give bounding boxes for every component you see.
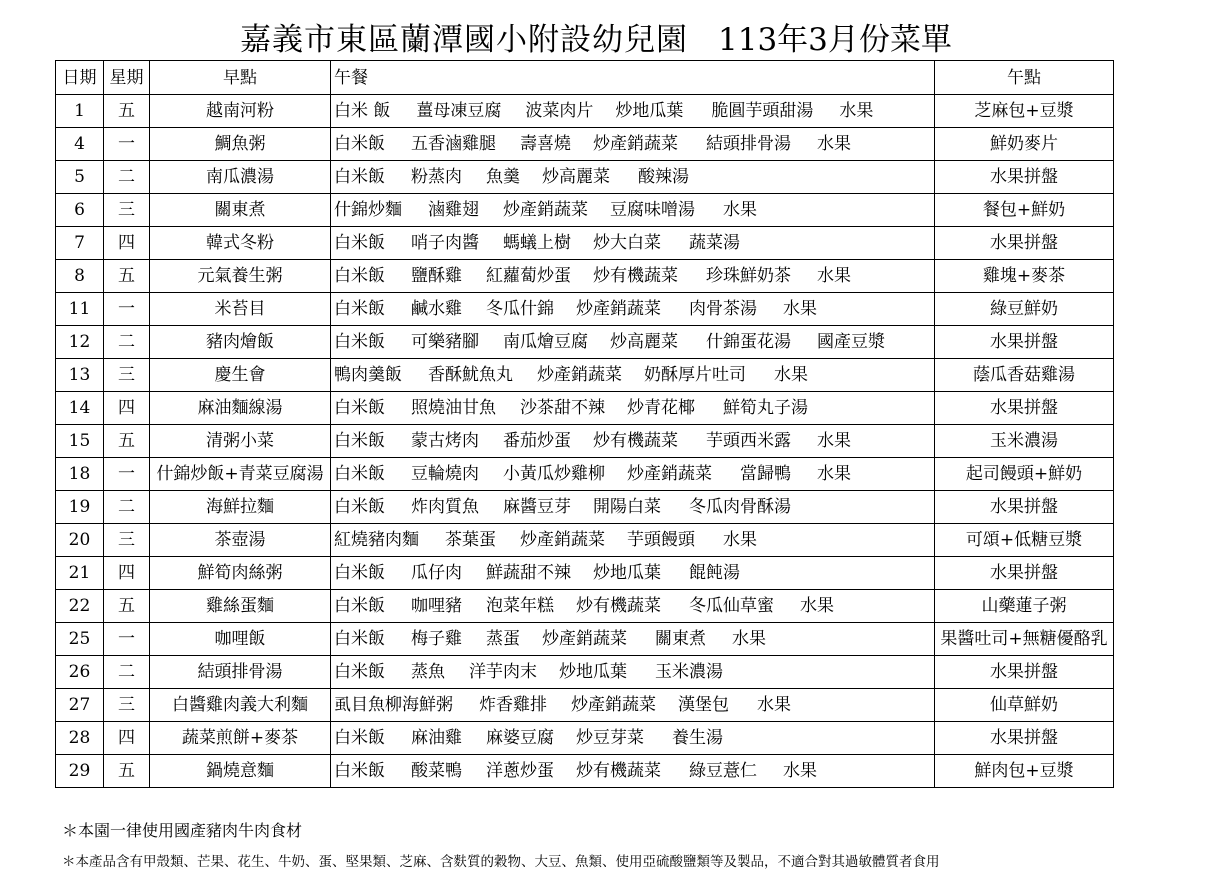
breakfast-cell: 慶生會 (150, 359, 331, 392)
lunch-cell (331, 392, 935, 425)
weekday-cell: 五 (104, 755, 150, 788)
lunch-cell (331, 194, 935, 227)
lunch-dish: 白米飯 (334, 497, 385, 517)
lunch-dish: 水果 (817, 431, 851, 451)
lunch-dish: 番茄炒蛋 (503, 431, 571, 451)
lunch-dish: 炸肉質魚 (411, 497, 479, 517)
breakfast-cell: 鯛魚粥 (150, 128, 331, 161)
day-cell: 6 (56, 194, 104, 227)
table-row (56, 524, 1114, 557)
weekday-cell: 四 (104, 392, 150, 425)
lunch-dish: 綠豆薏仁 (689, 761, 757, 781)
snack-cell: 芝麻包+豆漿 (935, 95, 1114, 128)
weekday-cell: 一 (104, 128, 150, 161)
lunch-cell (331, 128, 935, 161)
lunch-dish: 炒有機蔬菜 (593, 266, 678, 286)
breakfast-cell: 關東煮 (150, 194, 331, 227)
lunch-dish: 白米飯 (334, 134, 385, 154)
lunch-dish: 結頭排骨湯 (706, 134, 791, 154)
header-snack: 午點 (935, 61, 1114, 95)
lunch-dish: 炸香雞排 (479, 695, 547, 715)
lunch-dish: 蒸魚 (411, 662, 445, 682)
lunch-cell (331, 260, 935, 293)
weekday-cell: 一 (104, 293, 150, 326)
lunch-dish: 水果 (774, 365, 808, 385)
lunch-dish: 白米飯 (334, 398, 385, 418)
snack-cell: 綠豆鮮奶 (935, 293, 1114, 326)
lunch-dish: 冬瓜什錦 (486, 299, 554, 319)
lunch-dish: 白米飯 (334, 563, 385, 583)
lunch-dish: 白米飯 (334, 332, 385, 352)
table-row (56, 95, 1114, 128)
lunch-dish: 什錦蛋花湯 (706, 332, 791, 352)
lunch-dish: 鴨肉羹飯 (334, 365, 402, 385)
snack-cell: 水果拼盤 (935, 557, 1114, 590)
lunch-cell (331, 755, 935, 788)
breakfast-cell: 豬肉燴飯 (150, 326, 331, 359)
breakfast-cell: 米苔目 (150, 293, 331, 326)
lunch-dish: 白米飯 (334, 629, 385, 649)
day-cell: 4 (56, 128, 104, 161)
lunch-dish: 茶葉蛋 (445, 530, 496, 550)
lunch-cell (331, 425, 935, 458)
lunch-dish: 什錦炒麵 (334, 200, 402, 220)
breakfast-cell: 海鮮拉麵 (150, 491, 331, 524)
table-row (56, 557, 1114, 590)
lunch-dish: 白米飯 (334, 431, 385, 451)
snack-cell: 水果拼盤 (935, 326, 1114, 359)
header-breakfast: 早點 (150, 61, 331, 95)
lunch-dish: 沙茶甜不辣 (520, 398, 605, 418)
breakfast-cell: 麻油麵線湯 (150, 392, 331, 425)
lunch-dish: 鮮筍丸子湯 (723, 398, 808, 418)
header-day: 日期 (56, 61, 104, 95)
table-row (56, 491, 1114, 524)
day-cell: 18 (56, 458, 104, 491)
lunch-dish: 瓜仔肉 (411, 563, 462, 583)
snack-cell: 鮮肉包+豆漿 (935, 755, 1114, 788)
snack-cell: 仙草鮮奶 (935, 689, 1114, 722)
snack-cell: 水果拼盤 (935, 392, 1114, 425)
menu-body (56, 95, 1114, 788)
lunch-dish: 當歸鴨 (740, 464, 791, 484)
lunch-dish: 炒有機蔬菜 (576, 761, 661, 781)
lunch-dish: 國產豆漿 (817, 332, 885, 352)
table-row (56, 425, 1114, 458)
lunch-dish: 芋頭饅頭 (627, 530, 695, 550)
lunch-dish: 鹹水雞 (411, 299, 462, 319)
day-cell: 26 (56, 656, 104, 689)
lunch-dish: 薑母凍豆腐 (416, 101, 502, 121)
lunch-dish: 可樂豬腳 (411, 332, 479, 352)
lunch-dish: 麻醬豆芽 (503, 497, 571, 517)
breakfast-cell: 咖哩飯 (150, 623, 331, 656)
lunch-dish: 虱目魚柳海鮮粥 (334, 695, 453, 715)
lunch-dish: 洋芋肉末 (469, 662, 537, 682)
weekday-cell: 三 (104, 194, 150, 227)
day-cell: 1 (56, 95, 104, 128)
header-weekday: 星期 (104, 61, 150, 95)
weekday-cell: 五 (104, 260, 150, 293)
weekday-cell: 二 (104, 656, 150, 689)
breakfast-cell: 茶壺湯 (150, 524, 331, 557)
table-row (56, 392, 1114, 425)
snack-cell: 水果拼盤 (935, 227, 1114, 260)
lunch-dish: 炒產銷蔬菜 (576, 299, 661, 319)
lunch-dish: 螞蟻上樹 (503, 233, 571, 253)
header-row (56, 61, 1114, 95)
lunch-dish: 水果 (757, 695, 791, 715)
table-row (56, 656, 1114, 689)
lunch-dish: 蒸蛋 (486, 629, 520, 649)
day-cell: 15 (56, 425, 104, 458)
day-cell: 27 (56, 689, 104, 722)
weekday-cell: 二 (104, 161, 150, 194)
lunch-dish: 白米飯 (334, 233, 385, 253)
lunch-dish: 水果 (723, 530, 757, 550)
lunch-cell (331, 491, 935, 524)
allergen-note: ＊本產品含有甲殼類、芒果、花生、牛奶、蛋、堅果類、芝麻、含麩質的穀物、大豆、魚類、使用亞硫酸鹽類等及製品，不適合對其過敏體質者食用 (62, 854, 940, 870)
breakfast-cell: 蔬菜煎餅+麥茶 (150, 722, 331, 755)
weekday-cell: 四 (104, 557, 150, 590)
lunch-dish: 炒地瓜葉 (593, 563, 661, 583)
lunch-dish: 鮮蔬甜不辣 (486, 563, 571, 583)
lunch-dish: 豆輪燒肉 (411, 464, 479, 484)
lunch-dish: 奶酥厚片吐司 (644, 365, 746, 385)
snack-cell: 山藥蓮子粥 (935, 590, 1114, 623)
lunch-cell (331, 95, 935, 128)
snack-cell: 水果拼盤 (935, 656, 1114, 689)
weekday-cell: 二 (104, 491, 150, 524)
table-row (56, 590, 1114, 623)
day-cell: 19 (56, 491, 104, 524)
lunch-dish: 冬瓜肉骨酥湯 (689, 497, 791, 517)
lunch-dish: 水果 (783, 761, 817, 781)
lunch-dish: 粉蒸肉 (411, 167, 462, 187)
lunch-dish: 泡菜年糕 (486, 596, 554, 616)
lunch-dish: 炒高麗菜 (610, 332, 678, 352)
table-row (56, 458, 1114, 491)
weekday-cell: 三 (104, 359, 150, 392)
lunch-dish: 炒地瓜葉 (615, 101, 684, 121)
weekday-cell: 五 (104, 425, 150, 458)
day-cell: 5 (56, 161, 104, 194)
lunch-cell (331, 590, 935, 623)
table-row (56, 359, 1114, 392)
day-cell: 12 (56, 326, 104, 359)
menu-table (55, 60, 1114, 788)
lunch-dish: 紅蘿蔔炒蛋 (486, 266, 571, 286)
lunch-dish: 白米飯 (334, 266, 385, 286)
day-cell: 25 (56, 623, 104, 656)
lunch-dish: 漢堡包 (678, 695, 729, 715)
lunch-cell (331, 623, 935, 656)
lunch-dish: 炒地瓜葉 (559, 662, 627, 682)
table-row (56, 326, 1114, 359)
lunch-dish: 關東煮 (655, 629, 706, 649)
snack-cell: 蔭瓜香菇雞湯 (935, 359, 1114, 392)
lunch-dish: 酸辣湯 (638, 167, 689, 187)
breakfast-cell: 結頭排骨湯 (150, 656, 331, 689)
lunch-dish: 酸菜鴨 (411, 761, 462, 781)
weekday-cell: 二 (104, 326, 150, 359)
lunch-dish: 白米飯 (334, 299, 385, 319)
lunch-dish: 炒有機蔬菜 (576, 596, 661, 616)
lunch-dish: 炒產銷蔬菜 (503, 200, 588, 220)
weekday-cell: 四 (104, 227, 150, 260)
snack-cell: 餐包+鮮奶 (935, 194, 1114, 227)
lunch-dish: 炒產銷蔬菜 (537, 365, 622, 385)
breakfast-cell: 越南河粉 (150, 95, 331, 128)
menu-month: 113年3月份菜單 (718, 22, 952, 58)
lunch-dish: 魚羹 (486, 167, 520, 187)
lunch-dish: 白米飯 (334, 596, 385, 616)
weekday-cell: 五 (104, 95, 150, 128)
lunch-dish: 水果 (783, 299, 817, 319)
menu-title (0, 18, 1211, 62)
lunch-dish: 水果 (817, 134, 851, 154)
day-cell: 20 (56, 524, 104, 557)
breakfast-cell: 元氣養生粥 (150, 260, 331, 293)
lunch-dish: 鹽酥雞 (411, 266, 462, 286)
table-row (56, 260, 1114, 293)
breakfast-cell: 白醬雞肉義大利麵 (150, 689, 331, 722)
table-row (56, 722, 1114, 755)
snack-cell: 玉米濃湯 (935, 425, 1114, 458)
snack-cell: 可頌+低糖豆漿 (935, 524, 1114, 557)
lunch-dish: 水果 (723, 200, 757, 220)
lunch-dish: 玉米濃湯 (655, 662, 723, 682)
day-cell: 7 (56, 227, 104, 260)
lunch-dish: 五香滷雞腿 (411, 134, 496, 154)
day-cell: 8 (56, 260, 104, 293)
breakfast-cell: 清粥小菜 (150, 425, 331, 458)
lunch-dish: 白米飯 (334, 728, 385, 748)
lunch-dish: 炒產銷蔬菜 (542, 629, 627, 649)
snack-cell: 起司饅頭+鮮奶 (935, 458, 1114, 491)
lunch-cell (331, 161, 935, 194)
table-row (56, 161, 1114, 194)
lunch-dish: 水果 (839, 101, 874, 121)
lunch-dish: 脆圓芋頭甜湯 (711, 101, 814, 121)
lunch-dish: 炒大白菜 (593, 233, 661, 253)
weekday-cell: 五 (104, 590, 150, 623)
header-lunch: 午餐 (331, 61, 935, 95)
lunch-dish: 水果 (817, 266, 851, 286)
day-cell: 14 (56, 392, 104, 425)
pork-beef-note: ＊本園一律使用國產豬肉牛肉食材 (62, 821, 303, 840)
lunch-dish: 炒產銷蔬菜 (627, 464, 712, 484)
day-cell: 28 (56, 722, 104, 755)
lunch-dish: 珍珠鮮奶茶 (706, 266, 791, 286)
lunch-cell (331, 656, 935, 689)
weekday-cell: 四 (104, 722, 150, 755)
lunch-dish: 麻婆豆腐 (486, 728, 554, 748)
table-row (56, 755, 1114, 788)
lunch-dish: 養生湯 (672, 728, 723, 748)
lunch-dish: 白米飯 (334, 662, 385, 682)
breakfast-cell: 什錦炒飯+青菜豆腐湯 (150, 458, 331, 491)
snack-cell: 水果拼盤 (935, 161, 1114, 194)
lunch-dish: 水果 (732, 629, 766, 649)
weekday-cell: 三 (104, 524, 150, 557)
lunch-dish: 炒產銷蔬菜 (520, 530, 605, 550)
day-cell: 22 (56, 590, 104, 623)
lunch-cell (331, 722, 935, 755)
lunch-dish: 炒產銷蔬菜 (593, 134, 678, 154)
lunch-cell (331, 524, 935, 557)
school-name: 嘉義市東區蘭潭國小附設幼兒園 (240, 22, 688, 58)
breakfast-cell: 雞絲蛋麵 (150, 590, 331, 623)
weekday-cell: 一 (104, 623, 150, 656)
lunch-dish: 咖哩豬 (411, 596, 462, 616)
lunch-dish: 豆腐味噌湯 (610, 200, 695, 220)
lunch-dish: 香酥魷魚丸 (428, 365, 513, 385)
table-row (56, 623, 1114, 656)
lunch-dish: 波菜肉片 (525, 101, 594, 121)
day-cell: 13 (56, 359, 104, 392)
lunch-cell (331, 326, 935, 359)
snack-cell: 水果拼盤 (935, 491, 1114, 524)
lunch-dish: 蒙古烤肉 (411, 431, 479, 451)
lunch-dish: 開陽白菜 (593, 497, 661, 517)
lunch-dish: 餛飩湯 (689, 563, 740, 583)
day-cell: 29 (56, 755, 104, 788)
day-cell: 21 (56, 557, 104, 590)
lunch-dish: 芋頭西米露 (706, 431, 791, 451)
lunch-cell (331, 227, 935, 260)
lunch-cell (331, 293, 935, 326)
lunch-dish: 白米飯 (334, 167, 385, 187)
lunch-dish: 冬瓜仙草蜜 (689, 596, 774, 616)
lunch-dish: 哨子肉醬 (411, 233, 479, 253)
weekday-cell: 三 (104, 689, 150, 722)
breakfast-cell: 南瓜濃湯 (150, 161, 331, 194)
lunch-dish: 炒高麗菜 (542, 167, 610, 187)
table-row (56, 128, 1114, 161)
table-row (56, 194, 1114, 227)
day-cell: 11 (56, 293, 104, 326)
lunch-dish: 蔬菜湯 (689, 233, 740, 253)
table-row (56, 227, 1114, 260)
lunch-dish: 滷雞翅 (428, 200, 479, 220)
table-row (56, 689, 1114, 722)
lunch-dish: 白米飯 (334, 464, 385, 484)
lunch-dish: 炒青花椰 (627, 398, 695, 418)
lunch-dish: 炒豆芽菜 (576, 728, 644, 748)
lunch-dish: 壽喜燒 (520, 134, 571, 154)
lunch-cell (331, 359, 935, 392)
lunch-dish: 洋蔥炒蛋 (486, 761, 554, 781)
lunch-dish: 肉骨茶湯 (689, 299, 757, 319)
lunch-cell (331, 689, 935, 722)
weekday-cell: 一 (104, 458, 150, 491)
snack-cell: 雞塊+麥茶 (935, 260, 1114, 293)
lunch-dish: 白米 飯 (334, 101, 391, 121)
lunch-dish: 小黃瓜炒雞柳 (503, 464, 605, 484)
lunch-dish: 炒產銷蔬菜 (571, 695, 656, 715)
lunch-dish: 梅子雞 (411, 629, 462, 649)
lunch-dish: 麻油雞 (411, 728, 462, 748)
lunch-dish: 白米飯 (334, 761, 385, 781)
lunch-dish: 南瓜燴豆腐 (503, 332, 588, 352)
lunch-dish: 水果 (800, 596, 834, 616)
lunch-cell (331, 557, 935, 590)
table-row (56, 293, 1114, 326)
lunch-dish: 水果 (817, 464, 851, 484)
snack-cell: 鮮奶麥片 (935, 128, 1114, 161)
lunch-cell (331, 458, 935, 491)
breakfast-cell: 韓式冬粉 (150, 227, 331, 260)
lunch-dish: 紅燒豬肉麵 (334, 530, 419, 550)
lunch-dish: 炒有機蔬菜 (593, 431, 678, 451)
snack-cell: 果醬吐司+無糖優酪乳 (935, 623, 1114, 656)
snack-cell: 水果拼盤 (935, 722, 1114, 755)
lunch-dish: 照燒油甘魚 (411, 398, 496, 418)
breakfast-cell: 鮮筍肉絲粥 (150, 557, 331, 590)
breakfast-cell: 鍋燒意麵 (150, 755, 331, 788)
